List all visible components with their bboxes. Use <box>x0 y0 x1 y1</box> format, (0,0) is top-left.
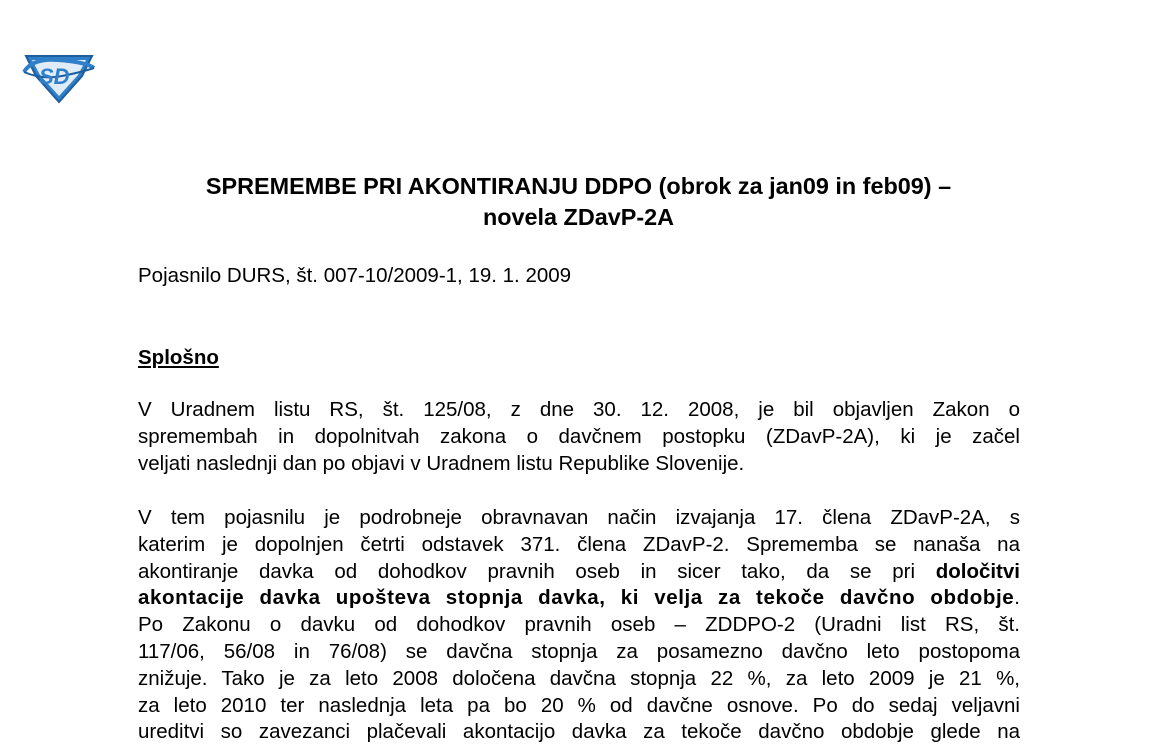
paragraph-line: V Uradnem listu RS, št. 125/08, z dne 30. 12. 2008, je bil objavljen Zakon o <box>138 398 1020 421</box>
paragraph-line: veljati naslednji dan po objavi v Uradnem listu Republike Slovenije. <box>138 451 745 475</box>
paragraph-line: spremembah in dopolnitvah zakona o davčnem postopku (ZDavP-2A), ki je začel <box>138 424 1020 448</box>
title-line-2: novela ZDavP-2A <box>482 204 675 230</box>
document-title <box>110 171 1047 233</box>
reference-line: Pojasnilo DURS, št. 007-10/2009-1, 19. 1. 2009 <box>138 264 572 287</box>
paragraph-line: V tem pojasnilu je podrobneje obravnavan način izvajanja 17. člena ZDavP-2A, s <box>138 506 1020 529</box>
paragraph-line: 117/06, 56/08 in 76/08) se davčna stopnja za posamezno davčno leto postopoma <box>138 639 1020 663</box>
paragraph-line <box>138 585 1020 612</box>
text-run: . <box>1014 586 1020 610</box>
bold-text-run: določitvi <box>935 559 1020 583</box>
paragraph-line: ureditvi so zavezanci plačevali akontacijo davka za tekoče davčno obdobje glede na <box>138 720 1020 744</box>
paragraph-line: znižuje. Tako je za leto 2008 določena davčna stopnja 22 %, za leto 2009 je 21 %, <box>138 666 1020 690</box>
text-run: akontiranje davka od dohodkov pravnih oseb in sicer tako, da se pri <box>138 559 936 583</box>
paragraph-line: Po Zakonu o davku od dohodkov pravnih oseb – ZDDPO-2 (Uradni list RS, št. <box>138 613 1020 637</box>
paragraph-line: katerim je dopolnjen četrti odstavek 371. člena ZDavP-2. Sprememba se nanaša na <box>138 532 1020 556</box>
paragraph-1 <box>138 397 1020 477</box>
paragraph-line: za leto 2010 ter naslednja leta pa bo 20 % od davčne osnove. Po do sedaj veljavni <box>138 693 1020 717</box>
paragraph-line <box>138 559 1020 586</box>
paragraph-2 <box>138 505 1020 746</box>
sd-logo-icon <box>22 50 96 104</box>
title-line-1: SPREMEMBE PRI AKONTIRANJU DDPO (obrok za jan09 in feb09) – <box>205 173 952 199</box>
section-heading: Splošno <box>138 346 219 369</box>
bold-text-run: akontacije davka upošteva stopnja davka, ki velja za tekoče davčno obdobje <box>138 586 1015 610</box>
company-logo <box>22 50 96 104</box>
svg-text:SD: SD <box>39 64 70 89</box>
